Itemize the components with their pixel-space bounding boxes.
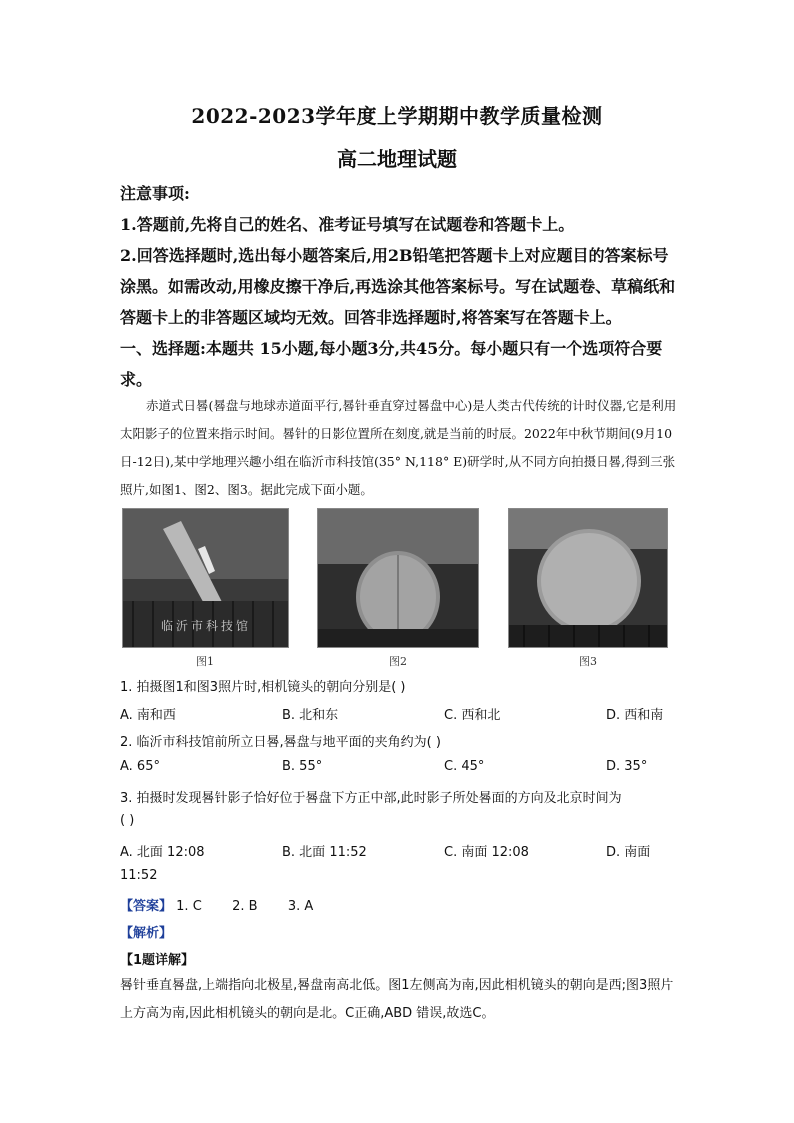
q1-option-c[interactable]: C. 西和北: [444, 708, 501, 723]
answer-2: 2. B: [232, 899, 258, 914]
q2-option-a[interactable]: A. 65°: [120, 759, 160, 774]
sundial-north-view-image: [509, 509, 667, 647]
q2-option-c[interactable]: C. 45°: [444, 759, 485, 774]
section-heading: 一、选择题:本题共 15小题,每小题3分,共45分。每小题只有一个选项符合要求。: [120, 339, 663, 389]
figure-row: [120, 508, 668, 670]
detail-text: 晷针垂直晷盘,上端指向北极星,晷盘南高北低。图1左侧高为南,因此相机镜头的朝向是西;图3照片上方高为南,因此相机镜头的朝向是北。C正确,ABD 错误,故选C。: [120, 978, 674, 1021]
question-3-stem: 3. 拍摄时发现晷针影子恰好位于晷盘下方正中部,此时影子所处晷面的方向及北京时间为: [120, 791, 622, 806]
figure-1-caption: 图1: [196, 655, 214, 668]
figure-1-photo: [122, 508, 289, 648]
figure-2-caption: 图2: [389, 655, 407, 668]
figure-1-sign: 临沂市科技馆: [161, 619, 252, 633]
q1-option-d[interactable]: D. 西和南: [606, 708, 664, 723]
q3-option-b[interactable]: B. 北面 11:52: [282, 845, 367, 860]
detail-label: 【1题详解】: [120, 953, 195, 968]
q1-option-b[interactable]: B. 北和东: [282, 708, 339, 723]
question-1-stem: 1. 拍摄图1和图3照片时,相机镜头的朝向分别是( ): [120, 680, 406, 695]
q2-option-d[interactable]: D. 35°: [606, 759, 648, 774]
exam-title: 2022-2023学年度上学期期中教学质量检测: [191, 104, 603, 128]
intro-paragraph: 赤道式日晷(晷盘与地球赤道面平行,晷针垂直穿过晷盘中心)是人类古代传统的计时仪器,它是利用太阳影子的位置来指示时间。晷针的日影位置所在刻度,就是当前的时辰。2022年中秋节期间(9月10日-12日),某中学地理兴趣小组在临沂市科技馆(35° N,118° E)研学时,从不同方向拍摄日晷,得到三张照片,如图1、图2、图3。据此完成下面小题。: [120, 398, 677, 497]
q2-option-b[interactable]: B. 55°: [282, 759, 323, 774]
q1-option-a[interactable]: A. 南和西: [120, 708, 176, 723]
analysis-label: 【解析】: [120, 926, 173, 941]
exam-subtitle: 高二地理试题: [337, 147, 457, 171]
answer-3: 3. A: [287, 899, 314, 914]
q3-option-a[interactable]: A. 北面 12:08: [120, 845, 205, 860]
q3-option-c[interactable]: C. 南面 12:08: [444, 845, 529, 860]
q3-option-d[interactable]: D. 南面: [606, 845, 651, 860]
notice-heading: 注意事项:: [120, 184, 190, 203]
answer-line: [120, 895, 313, 914]
answer-1: 1. C: [176, 899, 202, 914]
sundial-front-view-image: [318, 509, 478, 647]
figure-3-caption: 图3: [579, 655, 597, 668]
notice-section: [120, 178, 680, 395]
notice-item-2: 2.回答选择题时,选出每小题答案后,用2B铅笔把答题卡上对应题目的答案标号涂黑。如需改动,用橡皮擦干净后,再选涂其他答案标号。写在试题卷、草稿纸和答题卡上的非答题区域均无效。回答非选择题时,将答案写在答题卡上。: [120, 246, 676, 327]
answer-label: 【答案】: [120, 899, 173, 914]
notice-item-1: 1.答题前,先将自己的姓名、准考证号填写在试题卷和答题卡上。: [120, 215, 575, 234]
figure-2-photo: [317, 508, 479, 648]
figure-3-photo: [508, 508, 668, 648]
q3-option-d-continuation: 11:52: [120, 868, 158, 883]
question-2-stem: 2. 临沂市科技馆前所立日晷,晷盘与地平面的夹角约为( ): [120, 735, 441, 750]
question-3-bracket: ( ): [120, 813, 135, 828]
